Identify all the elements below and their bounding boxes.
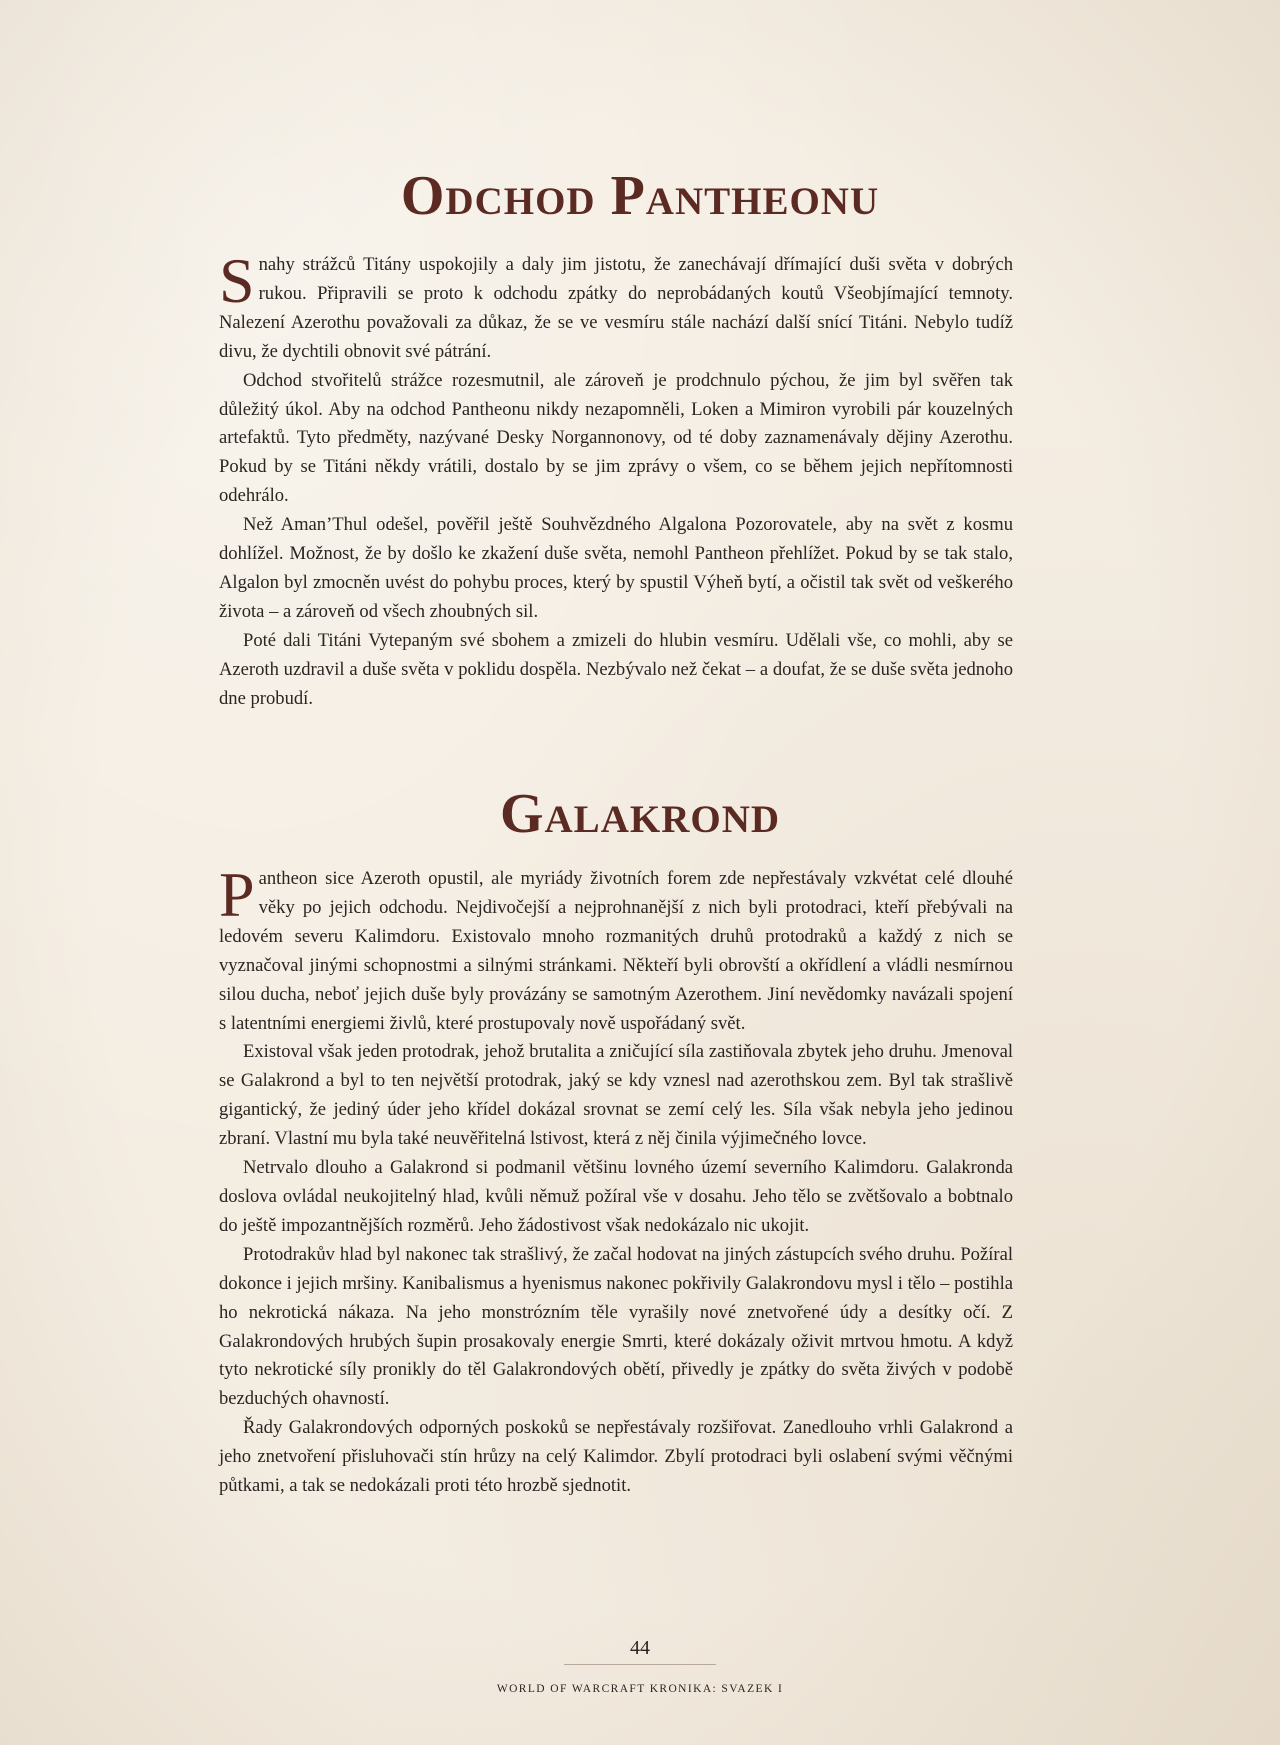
paragraph: Odchod stvořitelů strážce rozesmutnil, ale zároveň je prodchnulo pýchou, že jim byl svěřen tak důležitý úkol. Aby na odchod Pantheonu nikdy nezapomněli, Loken a Mimiron vyrobili pár kouzelných artefaktů. Tyto předměty, nazývané Desky Norgannonovy, od té doby zaznamenávaly dějiny Azerothu. Pokud by se Titáni někdy vrátili, dostalo by se jim zprávy o všem, co se během jejich nepřítomnosti odehrálo. [219, 369, 1013, 507]
paragraph: Než Aman’Thul odešel, pověřil ještě Souhvězdného Algalona Pozorovatele, aby na svět z kosmu dohlížel. Možnost, že by došlo ke zkažení duše světa, nemohl Pantheon přehlížet. Pokud by se tak stalo, Algalon byl zmocněn uvést do pohybu proces, který by spustil Výheň bytí, a očistil tak svět od veškerého života – a zároveň od všech zhoubných sil. [219, 514, 1013, 622]
paragraph [219, 245, 1013, 367]
drop-cap: S [219, 245, 255, 316]
drop-cap: P [219, 859, 255, 930]
paragraph [219, 859, 1013, 1038]
paragraph: Řady Galakrondových odporných poskoků se nepřestávaly rozšiřovat. Zanedlouho vrhli Galakrond a jeho znetvoření přisluhovači stín hrůzy na celý Kalimdor. Zbylí protodraci byli oslabení svými věčnými půtkami, a tak se nedokázali proti této hrozbě sjednotit. [219, 1417, 1013, 1497]
paragraph: Poté dali Titáni Vytepaným své sbohem a zmizeli do hlubin vesmíru. Udělali vše, co mohli, aby se Azeroth uzdravil a duše světa v poklidu dospěla. Nezbývalo než čekat – a doufat, že se duše světa jednoho dne probudí. [219, 629, 1013, 709]
paragraph: Existoval však jeden protodrak, jehož brutalita a zničující síla zastiňovala zbytek jeho druhu. Jmenoval se Galakrond a byl to ten největší protodrak, jaký se kdy vznesl nad azerothskou zem. Byl tak strašlivě gigantický, že jediný úder jeho křídel dokázal srovnat se zemí celý les. Síla však nebyla jeho jedinou zbraní. Vlastní mu byla také neuvěřitelná lstivost, která z něj činila výjimečného lovce. [219, 1041, 1013, 1150]
section-body-odchod-pantheonu [219, 245, 1013, 714]
page-number: 44 [630, 1637, 650, 1659]
running-footer-title: WORLD OF WARCRAFT KRONIKA: SVAZEK I [496, 1683, 784, 1695]
section-title-odchod-pantheonu: Odchod Pantheonu [400, 165, 880, 227]
paragraph: Netrvalo dlouho a Galakrond si podmanil většinu lovného území severního Kalimdoru. Galakronda doslova ovládal neukojitelný hlad, kvůli němuž požíral vše v dosahu. Jeho tělo se zvětšovalo a bobtnalo do ještě impozantnějších rozměrů. Jeho žádostivost však nedokázalo nic ukojit. [219, 1157, 1013, 1236]
section-body-galakrond [219, 859, 1013, 1501]
paragraph: Protodrakův hlad byl nakonec tak strašlivý, že začal hodovat na jiných zástupcích svého druhu. Požíral dokonce i jejich mršiny. Kanibalismus a hyenismus nakonec pokřivily Galakrondovu mysl i tělo – postihla ho nekrotická nákaza. Na jeho monstrózním těle vyrašily nové znetvořené údy a desítky očí. Z Galakrondových hrubých šupin prosakovaly energie Smrti, které dokázaly oživit mrtvou hmotu. A když tyto nekrotické síly pronikly do těl Galakrondových obětí, přivedly je zpátky do světa živých v podobě bezduchých ohavností. [219, 1243, 1013, 1410]
paragraph-text: antheon sice Azeroth opustil, ale myriády životních forem zde nepřestávaly vzkvétat celé dlouhé věky po jejich odchodu. Nejdivočejší a nejprohnanější z nich byli protodraci, kteří přebývali na ledovém severu Kalimdoru. Existovalo mnoho rozmanitých druhů protodraků a každý z nich se vyznačoval jinými schopnostmi a silnými stránkami. Někteří byli obrovští a okřídlení a vládli nesmírnou silou ducha, neboť jejich duše byly provázány se samotným Azerothem. Jiní nevědomky navázali spojení s latentními energiemi živlů, které prostupovaly nově uspořádaný svět. [219, 868, 1013, 1034]
section-title-galakrond: Galakrond [499, 783, 781, 845]
paragraph-text: nahy strážců Titány uspokojily a daly jim jistotu, že zanechávají dřímající duši světa v dobrých rukou. Připravili se proto k odchodu zpátky do neprobádaných koutů Všeobjímající temnoty. Nalezení Azerothu považovali za důkaz, že se ve vesmíru stále nachází další snící Titáni. Nebylo tudíž divu, že dychtili obnovit své pátrání. [219, 254, 1013, 362]
footer-divider [564, 1664, 716, 1665]
